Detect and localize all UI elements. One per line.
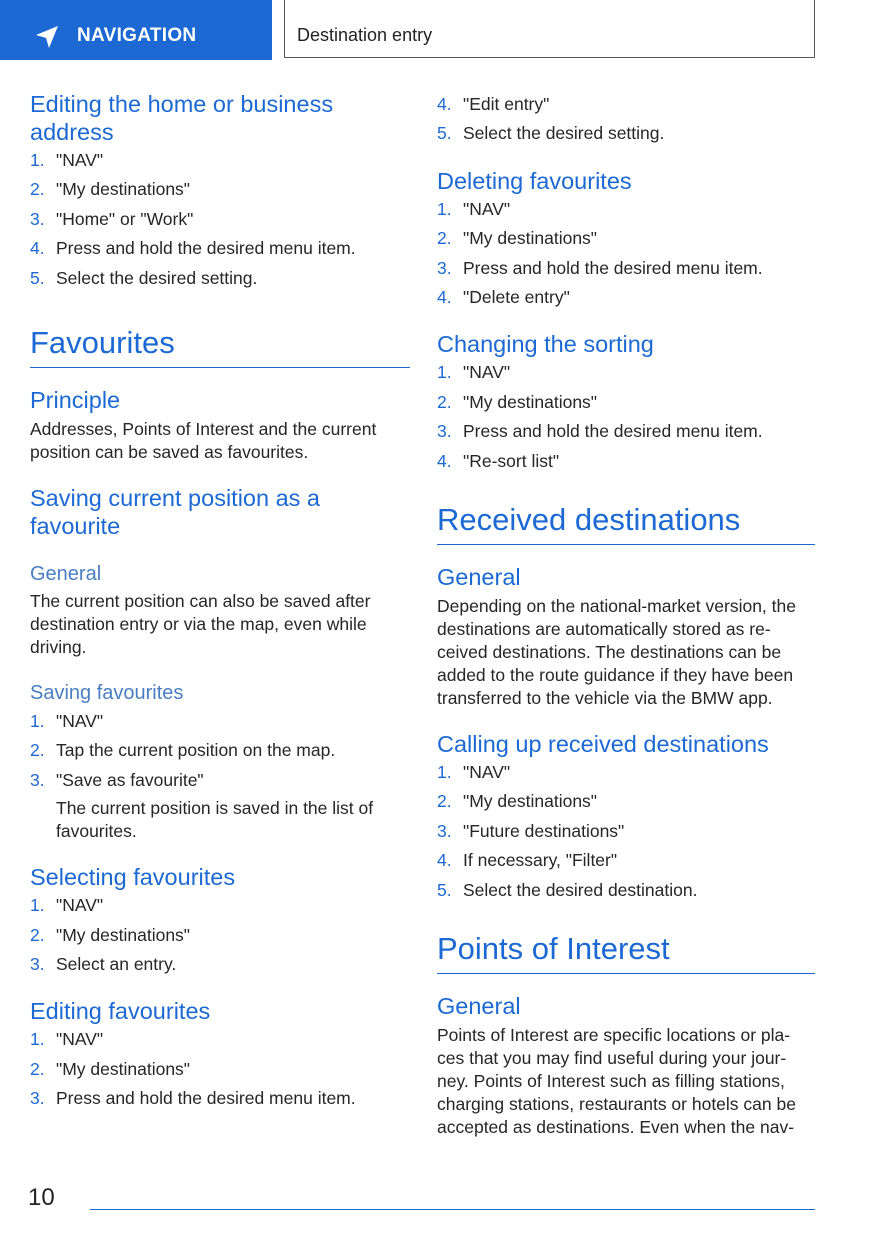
step-text: "NAV" — [56, 895, 104, 916]
step-number: 2. — [30, 740, 45, 761]
saving-fav-note: The current position is saved in the list of favourites. — [56, 798, 374, 842]
list-item — [437, 447, 815, 476]
step-text: Select an entry. — [56, 954, 177, 975]
favourites-title: Favourites — [30, 325, 410, 368]
step-text: "My destinations" — [463, 791, 598, 812]
step-number: 5. — [30, 267, 45, 288]
step-text: Press and hold the desired menu item. — [463, 421, 763, 442]
list-item — [437, 254, 815, 283]
step-text: "NAV" — [463, 762, 511, 783]
poi-title: Points of Interest — [437, 931, 815, 974]
step-number: 3. — [30, 769, 45, 790]
step-number: 4. — [437, 287, 452, 308]
list-item — [437, 417, 815, 446]
right-column — [437, 90, 815, 1139]
saving-fav-title: Saving favourites — [30, 682, 184, 705]
step-text: "Home" or "Work" — [56, 208, 194, 229]
step-number: 4. — [437, 450, 452, 471]
editing-fav-title: Editing favourites — [30, 998, 211, 1025]
navigation-tab — [0, 0, 272, 60]
list-item — [30, 264, 410, 293]
step-number: 3. — [437, 820, 452, 841]
selecting-title: Selecting favourites — [30, 864, 236, 891]
step-number: 4. — [30, 238, 45, 259]
step-number: 5. — [437, 879, 452, 900]
step-number: 3. — [437, 421, 452, 442]
general-title: General — [30, 563, 102, 586]
saving-fav-steps — [30, 707, 410, 795]
editing-fav-cont-steps — [437, 90, 815, 149]
step-text: "Save as favourite" — [56, 769, 204, 790]
footer-rule — [90, 1209, 815, 1210]
deleting-steps — [437, 195, 815, 313]
left-column — [30, 90, 410, 1114]
step-number: 3. — [30, 1088, 45, 1109]
step-number: 3. — [30, 208, 45, 229]
received-title: Received destinations — [437, 502, 815, 545]
list-item — [30, 205, 410, 234]
poi-general-text: Points of Interest are specific locations or pla-ces that you may find useful during your jour-ney. Points of Interest such as filling stations, charging stations, restaurants or hotels can be accepted as destinations. Even when the nav- — [437, 1025, 796, 1138]
step-text: Tap the current position on the map. — [56, 740, 336, 761]
step-number: 2. — [30, 924, 45, 945]
step-number: 3. — [437, 257, 452, 278]
step-number: 1. — [437, 762, 452, 783]
step-number: 2. — [30, 1058, 45, 1079]
list-item — [437, 817, 815, 846]
editing-home-title: Editing the home or business address — [30, 91, 334, 145]
selecting-steps — [30, 891, 410, 979]
step-text: Select the desired setting. — [56, 267, 258, 288]
calling-steps — [437, 758, 815, 905]
list-item — [30, 234, 410, 263]
step-text: "NAV" — [56, 150, 104, 170]
saving-current-title: Saving current position as a favourite — [30, 485, 320, 540]
step-text: "My destinations" — [56, 1058, 191, 1079]
step-number: 4. — [437, 94, 452, 114]
list-item — [437, 119, 815, 148]
principle-text: Addresses, Points of Interest and the current position can be saved as favourites. — [30, 419, 377, 463]
step-text: "My destinations" — [56, 179, 191, 200]
step-number: 1. — [437, 362, 452, 383]
list-item — [437, 388, 815, 417]
step-number: 3. — [30, 954, 45, 975]
list-item — [30, 146, 410, 175]
poi-general-title: General — [437, 993, 521, 1020]
sorting-steps — [437, 358, 815, 476]
list-item — [437, 846, 815, 875]
general-text: The current position can also be saved after destination entry or via the map, even while driving. — [30, 591, 371, 658]
sorting-title: Changing the sorting — [437, 331, 654, 358]
list-item — [30, 1025, 410, 1054]
list-item — [437, 758, 815, 787]
step-number: 1. — [30, 711, 45, 732]
list-item — [30, 891, 410, 920]
step-text: "Delete entry" — [463, 287, 570, 308]
list-item — [437, 224, 815, 253]
step-number: 1. — [30, 150, 45, 170]
list-item — [30, 736, 410, 765]
list-item — [437, 283, 815, 312]
step-text: If necessary, "Filter" — [463, 850, 618, 871]
step-text: "NAV" — [56, 1029, 104, 1050]
step-text: "NAV" — [463, 198, 511, 219]
step-text: Select the desired destination. — [463, 879, 698, 900]
navigation-arrow-icon — [34, 24, 60, 50]
page-number: 10 — [28, 1184, 55, 1211]
step-number: 1. — [30, 1029, 45, 1050]
step-text: "Future destinations" — [463, 820, 625, 841]
section-title: Destination entry — [297, 25, 433, 45]
editing-home-steps — [30, 146, 410, 293]
section-header — [284, 0, 815, 58]
list-item — [30, 1055, 410, 1084]
step-number: 2. — [30, 179, 45, 200]
list-item — [30, 921, 410, 950]
list-item — [437, 876, 815, 905]
list-item — [30, 950, 410, 979]
step-text: Press and hold the desired menu item. — [463, 257, 763, 278]
list-item — [437, 787, 815, 816]
list-item — [437, 358, 815, 387]
calling-title: Calling up received destinations — [437, 731, 769, 758]
step-text: "My destinations" — [56, 924, 191, 945]
step-number: 2. — [437, 228, 452, 249]
step-number: 5. — [437, 123, 452, 144]
received-general-text: Depending on the national-market version, the destinations are automatically stored as re-ceived destinations. The destinations can be added to the route guidance if they have been transferred to the vehicle via the BMW app. — [437, 596, 796, 709]
list-item — [30, 766, 410, 795]
step-number: 1. — [30, 895, 45, 916]
step-text: "My destinations" — [463, 228, 598, 249]
step-text: Press and hold the desired menu item. — [56, 238, 356, 259]
list-item — [30, 1084, 410, 1113]
list-item — [30, 175, 410, 204]
list-item — [437, 195, 815, 224]
step-text: "NAV" — [56, 711, 104, 732]
step-number: 2. — [437, 791, 452, 812]
step-text: "My destinations" — [463, 391, 598, 412]
list-item — [437, 90, 815, 119]
step-number: 2. — [437, 391, 452, 412]
step-text: "NAV" — [463, 362, 511, 383]
principle-title: Principle — [30, 387, 121, 414]
deleting-title: Deleting favourites — [437, 167, 632, 194]
step-text: Press and hold the desired menu item. — [56, 1088, 356, 1109]
editing-fav-steps — [30, 1025, 410, 1113]
step-number: 1. — [437, 198, 452, 219]
tab-label: NAVIGATION — [77, 25, 197, 46]
step-number: 4. — [437, 850, 452, 871]
step-text: "Re-sort list" — [463, 450, 560, 471]
step-text: Select the desired setting. — [463, 123, 665, 144]
list-item — [30, 707, 410, 736]
received-general-title: General — [437, 564, 521, 591]
step-text: "Edit entry" — [463, 94, 550, 114]
